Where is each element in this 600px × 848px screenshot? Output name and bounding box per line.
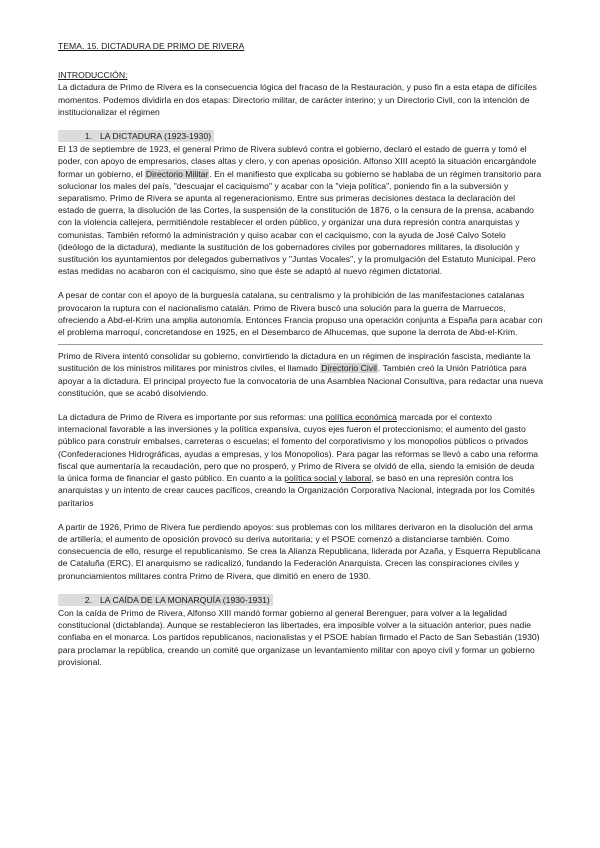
text-run: . También creó la Unión Patriótica para apoyar a la dictadura. El principal proyecto fue la convocatoria de una Asamblea Nacional Consultiva, para redactar una nueva constitución, que se acabó disolviendo. bbox=[58, 363, 543, 398]
section-1-paragraph-2: A pesar de contar con el apoyo de la burguesía catalana, su centralismo y la prohibición de las manifestaciones catalanas provocaron la ruptura con el nacionalismo catalán. Primo de Rivera buscó una solución para la guerra de Marruecos, ofreciendo a Abd-el-Krim una amplia autonomía. Entonces Francia propuso una operación conjunta a España para acabar con el problema marroquí, concretandose en 1925, en el Desembarco de Alhucemas, que supone la derrota de Abd-el-Krim. bbox=[58, 290, 543, 338]
text-run: Primo de Rivera intentó consolidar su gobierno, convirtiendo la dictadura en un régimen de inspiración fascista, mediante la sustitución de los ministros militares por ministros civiles, el llamado bbox=[58, 351, 531, 374]
section-1-paragraph-5: A partir de 1926, Primo de Rivera fue perdiendo apoyos: sus problemas con los militares derivaron en la disolución del arma de artillería; el aumento de oposición provocó su deriva autoritaria; y el PSOE comenzó a distanciarse también. Como consecuencia de ello, resurge el republicanismo. Se crea la Alianza Republicana, liderada por Azaña, y Esquerra Republicana de Cataluña (ERC). El anarquismo se radicalizó, fundando la Federación Anarquista. Crecen las conspiraciones civiles y pronunciamientos militares contra Primo de Rivera, que dimitió en enero de 1930. bbox=[58, 521, 541, 581]
underline-politica-social: política social y laboral bbox=[284, 473, 372, 484]
document-title: TEMA. 15. DICTADURA DE PRIMO DE RIVERA bbox=[58, 41, 245, 51]
text-run: El 13 de septiembre de 1923, el general Primo de Rivera sublevó contra el gobierno, declaró el estado de guerra y tomó el poder, con apoyo de empresarios, clases altas y clero, y con apenas oposición. Alfonso XIII aceptó la situación encargándole formar un gobierno, el bbox=[58, 144, 537, 179]
underline-politica-economica: política económica bbox=[325, 412, 397, 423]
section-2-heading bbox=[58, 594, 273, 606]
text-run: . En el manifiesto que explicaba su gobierno se hablaba de un régimen transitorio para solucionar los males del país, "descuajar el caciquismo" y acabar con la "vieja política", poniendo fin a la subversión y separatismo. Primo de Rivera se apunta al regeneracionismo. Entre sus primeras decisiones destaca la declaración del estado de guerra, la disolución de las Cortes, la suspensión de la constitución de 1876, o la censura de la prensa, acabando con la violencia callejera, permitiéndole restablecer el orden público, y organizar una dura represión contra anarquistas y comunistas. También reformó la administración y quiso acabar con el caciquismo, con la ayuda de José Calvo Sotelo (ideólogo de la dictadura), mediante la sustitución de los gobernadores civiles por gobernadores militares, la disolución y sustitución los ayuntamientos por delegados gubernativos y "Juntas Vocales", y la promulgación del Estatuto Municipal. Pero estas medidas no acabaron con el caciquismo, sino que éste se adaptó al nuevo régimen dictatorial. bbox=[58, 168, 542, 277]
intro-paragraph: La dictadura de Primo de Rivera es la consecuencia lógica del fracaso de la Restauración, y puso fin a esta etapa de difíciles momentos. Podemos dividirla en dos etapas: Directorio militar, de carácter interino; y un Directorio Civil, con la intención de institucionalizar el régimen bbox=[58, 82, 537, 117]
text-run: La dictadura de Primo de Rivera es importante por sus reformas: una bbox=[58, 412, 326, 423]
section-2-number: 2. bbox=[84, 594, 92, 605]
section-1-paragraph-1 bbox=[58, 143, 543, 277]
horizontal-rule bbox=[58, 344, 543, 345]
text-run: marcada por el contexto internacional favorable a las inversiones y la política expansiva, cuyos ejes fueron el proteccionismo; el aumento del gasto público para construir embalses, carreteras o escuelas; el fomento del corporativismo y los monopolios públicos o privados (Confederaciones Hidrográficas, ayudas a empresas, y los Monopolios). Para pagar las reformas se llevó a cabo una reforma fiscal que aumentaría la recaudación, pero que no prosperó, y Primo de Rivera se olvidó de ella, siendo la emisión de deuda la única forma de financiar el gasto público. En cuanto a la bbox=[58, 412, 539, 484]
document-page bbox=[58, 40, 543, 668]
section-1-number: 1. bbox=[84, 131, 92, 142]
section-2-title: LA CAÍDA DE LA MONARQUÍA (1930-1931) bbox=[100, 594, 270, 605]
section-1-title: LA DICTADURA (1923-1930) bbox=[100, 131, 212, 142]
intro-heading: INTRODUCCIÓN: bbox=[58, 70, 128, 81]
highlight-directorio-civil: Directorio Civil bbox=[321, 363, 377, 374]
highlight-directorio-militar: Directorio Militar bbox=[145, 168, 209, 179]
section-1-paragraph-4 bbox=[58, 411, 543, 509]
section-1-paragraph-3 bbox=[58, 350, 543, 399]
section-2-paragraph-1: Con la caída de Primo de Rivera, Alfonso XIII mandó formar gobierno al general Berenguer, para volver a la legalidad constitucional (dictablanda). Aunque se restablecieron las libertades, era imposible volver a la situación anterior, pues nadie confiaba en el monarca. Los partidos republicanos, nacionalistas y el PSOE habían firmado el Pacto de San Sebastián (1930) para proclamar la república, creando un comité que organizase un levantamiento militar con apoyo civil y formar un gobierno provisional. bbox=[58, 607, 540, 667]
section-1-heading bbox=[58, 130, 214, 142]
text-run: , se basó en una represión contra los anarquistas y un intento de crear cauces pacíficos, creando la Organización Corporativa Nacional, integrada por los Comités paritarios bbox=[58, 473, 535, 508]
